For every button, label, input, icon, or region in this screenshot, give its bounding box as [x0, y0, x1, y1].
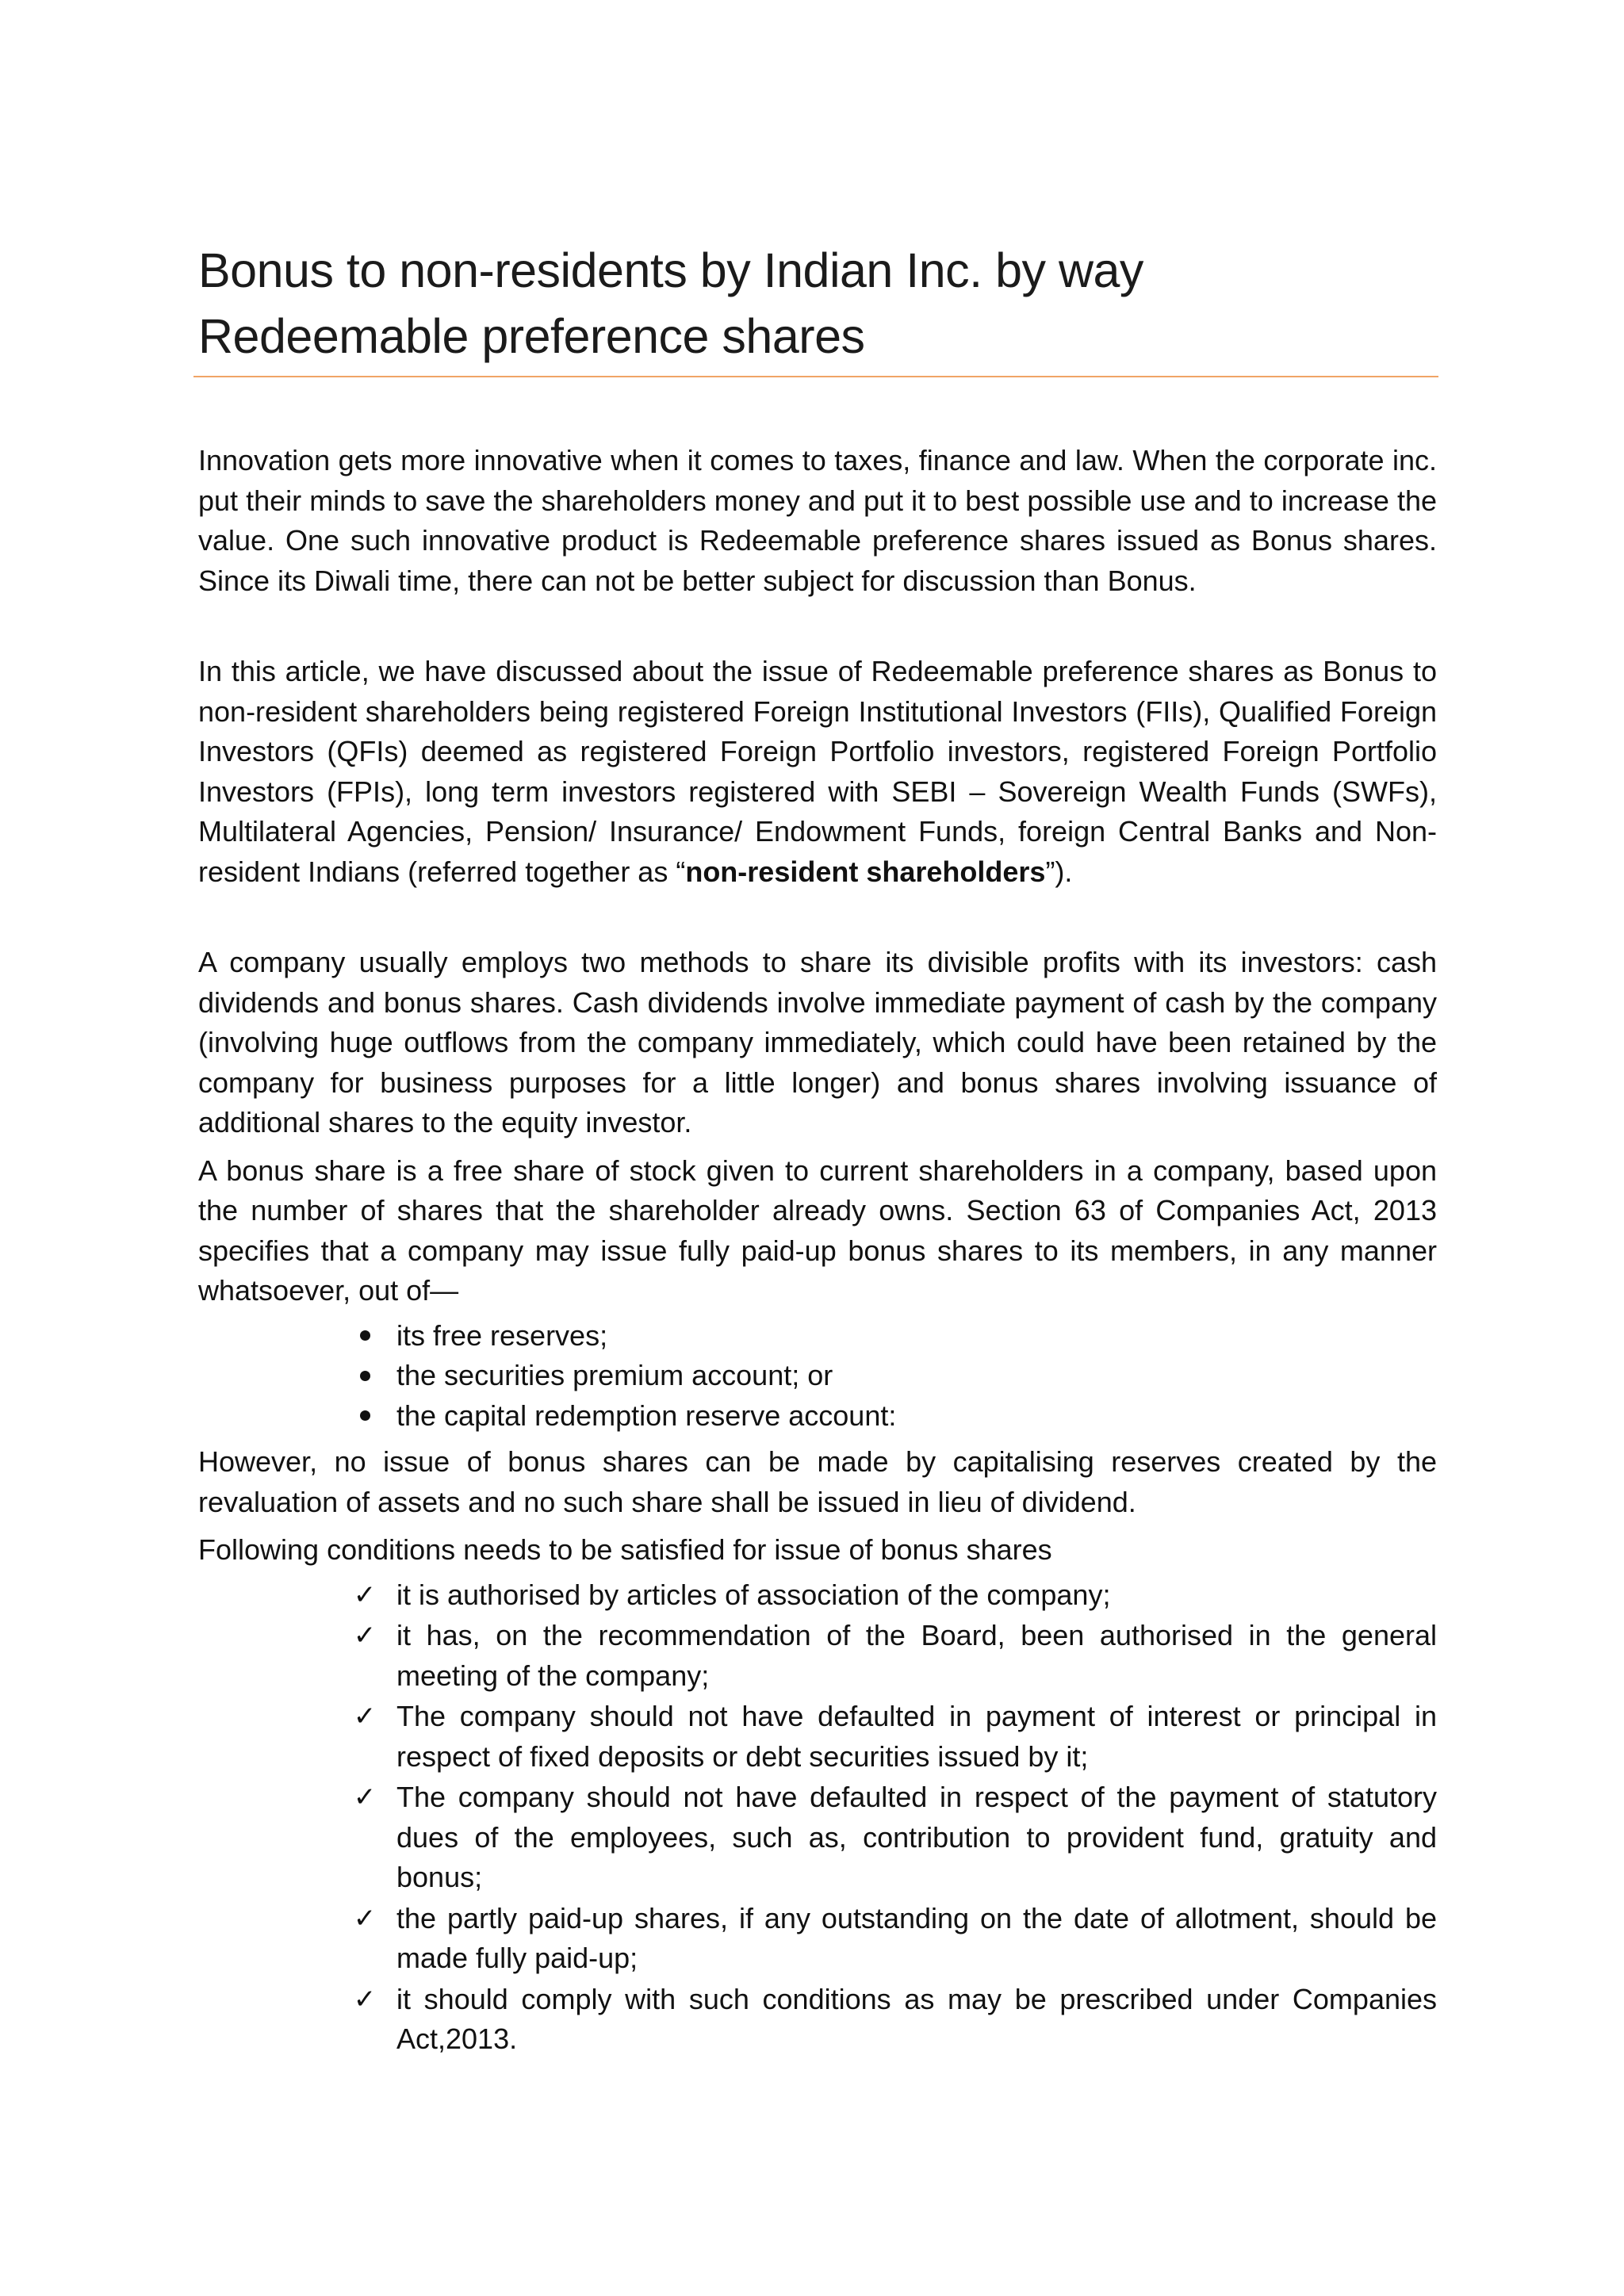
bonus-definition-paragraph: A bonus share is a free share of stock given to current shareholders in a company, based upon the number of shares that the shareholder already owns. Section 63 of Companies Act, 2013 specifies that a company may issue fully paid-up bonus shares to its members, in any manner whatsoever, out of—	[198, 1154, 1437, 1307]
conditions-intro: Following conditions needs to be satisfied for issue of bonus shares	[198, 1533, 1052, 1566]
document-page	[198, 238, 1437, 2061]
checkmark-icon: ✓	[353, 1781, 377, 1813]
list-item-text: its free reserves;	[396, 1318, 608, 1352]
checkmark-icon: ✓	[353, 1620, 377, 1651]
title-line-1: Bonus to non-residents by Indian Inc. by way	[198, 243, 1143, 297]
bullet-icon	[349, 1396, 381, 1437]
list-item-text: the partly paid-up shares, if any outstanding on the date of allotment, should be made fully paid-up;	[396, 1901, 1437, 1974]
list-item	[198, 1356, 1437, 1396]
checkmark-icon: ✓	[353, 1983, 377, 2015]
list-item	[198, 1396, 1437, 1437]
checkmark-icon: ✓	[353, 1902, 377, 1934]
bullet-icon	[349, 1356, 381, 1396]
title-line-2: Redeemable preference shares	[198, 309, 865, 363]
bullet-icon	[349, 1316, 381, 1357]
restriction-paragraph: However, no issue of bonus shares can be made by capitalising reserves created by the revaluation of assets and no such share shall be issued in lieu of dividend.	[198, 1445, 1437, 1518]
conditions-list	[198, 1575, 1437, 2060]
title-divider	[193, 376, 1438, 377]
list-item-text: it should comply with such conditions as may be prescribed under Companies Act,2013.	[396, 1982, 1437, 2055]
checkmark-icon: ✓	[353, 1701, 377, 1732]
scope-text: In this article, we have discussed about the issue of Redeemable preference shares as Bonus to non-resident shareholders being registered Foreign Institutional Investors (FIIs), Qualified Foreign Investors (QFIs) deemed as registered Foreign Portfolio investors, registered Foreign Portfolio Investors (FPIs), long term investors registered with SEBI – Sovereign Wealth Funds (SWFs), Multilateral Agencies, Pension/ Insurance/ Endowment Funds, foreign Central Banks and Non-resident Indians (referred together as “	[198, 655, 1437, 888]
scope-paragraph	[198, 652, 1437, 892]
list-item-text: The company should not have defaulted in respect of the payment of statutory dues of the employees, such as, contribution to provident fund, gratuity and bonus;	[396, 1781, 1437, 1893]
list-item	[198, 1899, 1437, 1979]
list-item	[198, 1616, 1437, 1696]
list-item	[198, 1316, 1437, 1357]
checkmark-icon: ✓	[353, 1578, 377, 1611]
scope-bold-term: non-resident shareholders	[685, 855, 1046, 888]
list-item	[198, 1575, 1437, 1616]
intro-paragraph: Innovation gets more innovative when it comes to taxes, finance and law. When the corporate inc. put their minds to save the shareholders money and put it to best possible use and to increase the value. One such innovative product is Redeemable preference shares issued as Bonus shares. Since its Diwali time, there can not be better subject for discussion than Bonus.	[198, 444, 1437, 597]
reserve-sources-list	[198, 1316, 1437, 1437]
list-item-text: The company should not have defaulted in payment of interest or principal in respect of fixed deposits or debt securities issued by it;	[396, 1700, 1437, 1773]
list-item	[198, 1777, 1437, 1898]
document-title	[198, 238, 1437, 369]
scope-text-end: ”).	[1045, 855, 1073, 888]
methods-paragraph: A company usually employs two methods to share its divisible profits with its investors: cash dividends and bonus shares. Cash dividends involve immediate payment of cash by the company (involving huge outflows from the company immediately, which could have been retained by the company for business purposes for a little longer) and bonus shares involving issuance of additional shares to the equity investor.	[198, 946, 1437, 1138]
list-item-text: the securities premium account; or	[396, 1359, 833, 1391]
list-item	[198, 1697, 1437, 1777]
list-item	[198, 1980, 1437, 2060]
list-item-text: the capital redemption reserve account:	[396, 1399, 897, 1432]
list-item-text: it has, on the recommendation of the Board, been authorised in the general meeting of the company;	[396, 1619, 1437, 1692]
list-item-text: it is authorised by articles of association of the company;	[396, 1578, 1111, 1611]
